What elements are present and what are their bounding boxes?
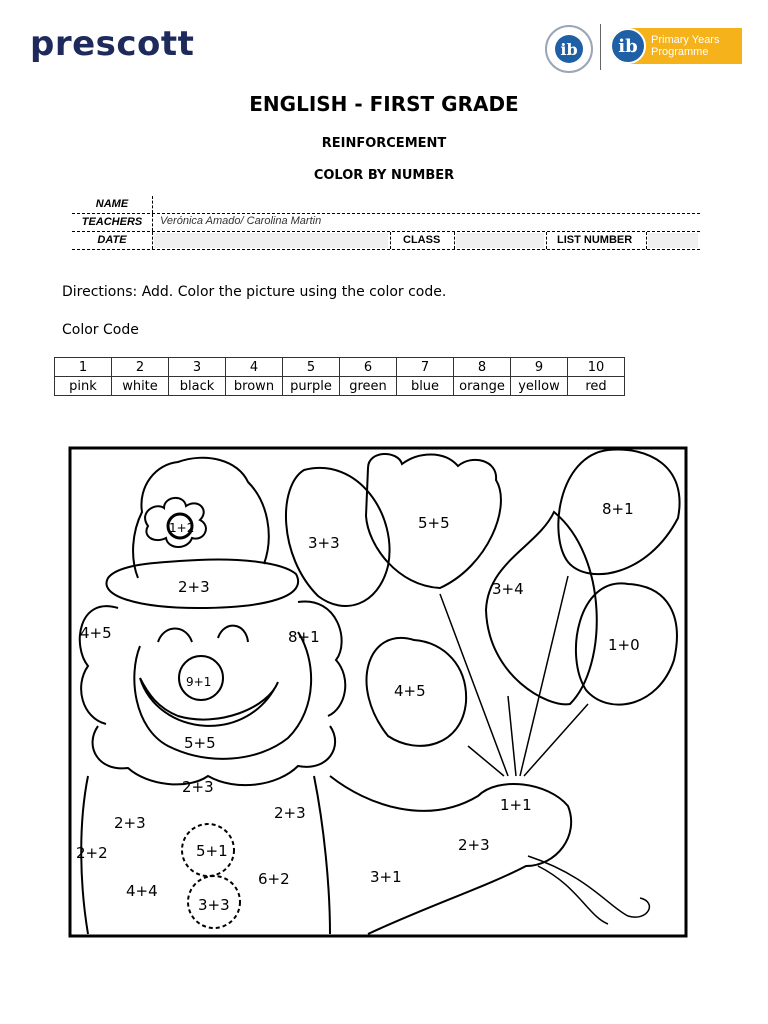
color-code-title: Color Code (62, 322, 139, 338)
list-divider-left (546, 232, 547, 249)
label-balloon-right: 1+0 (608, 636, 640, 654)
left-eye (158, 629, 192, 643)
prescott-logo: prescott (30, 24, 195, 64)
teachers-value: Verónica Amado/ Carolina Martin (160, 215, 322, 227)
code-color: purple (283, 377, 340, 396)
label-hand: 1+1 (500, 796, 532, 814)
pyp-line-1: Primary Years (651, 34, 720, 46)
name-divider (152, 196, 153, 213)
name-row (72, 196, 700, 214)
class-label: CLASS (403, 234, 441, 246)
teachers-divider (152, 214, 153, 231)
label-body-bottom-left: 4+4 (126, 882, 158, 900)
color-code-numbers-row (55, 358, 625, 377)
code-number: 7 (397, 358, 454, 377)
code-color: white (112, 377, 169, 396)
hair-right (298, 601, 345, 716)
clown-arm (330, 776, 571, 934)
label-balloon-bear: 5+5 (418, 514, 450, 532)
code-color: black (169, 377, 226, 396)
code-color: red (568, 377, 625, 396)
date-field[interactable] (154, 233, 388, 248)
code-color: orange (454, 377, 511, 396)
date-divider (152, 232, 153, 249)
class-field[interactable] (456, 233, 544, 248)
label-collar: 2+3 (182, 778, 214, 796)
pyp-line-2: Programme (651, 46, 709, 58)
label-collar-right: 2+3 (274, 804, 306, 822)
ib-world-school-seal (545, 25, 593, 73)
label-button-top: 5+1 (196, 842, 228, 860)
label-arm: 3+1 (370, 868, 402, 886)
picture-frame (70, 448, 686, 936)
code-color: blue (397, 377, 454, 396)
list-divider-right (646, 232, 647, 249)
label-balloon-3: 3+4 (492, 580, 524, 598)
code-number: 4 (226, 358, 283, 377)
logo-divider (600, 24, 601, 70)
label-hair-left: 4+5 (80, 624, 112, 642)
label-body-left: 2+2 (76, 844, 108, 862)
color-code-colors-row (55, 377, 625, 396)
label-collar-left: 2+3 (114, 814, 146, 832)
code-color: green (340, 377, 397, 396)
label-hair-right: 8+1 (288, 628, 320, 646)
code-number: 6 (340, 358, 397, 377)
page-title: ENGLISH - FIRST GRADE (249, 92, 519, 116)
code-number: 8 (454, 358, 511, 377)
pyp-badge (610, 28, 742, 64)
student-info-form (72, 196, 700, 250)
class-divider-left (390, 232, 391, 249)
list-number-label: LIST NUMBER (557, 234, 633, 246)
list-number-field[interactable] (648, 233, 698, 248)
body-right (314, 776, 330, 934)
face-outline (134, 632, 311, 759)
date-row (72, 232, 700, 250)
label-balloon-left: 4+5 (394, 682, 426, 700)
teachers-label: TEACHERS (81, 216, 143, 228)
code-number: 10 (568, 358, 625, 377)
color-code-table (54, 357, 625, 396)
code-color: pink (55, 377, 112, 396)
ib-seal-mark: ib (555, 35, 583, 63)
label-mouth: 5+5 (184, 734, 216, 752)
label-sleeve: 2+3 (458, 836, 490, 854)
subtitle-color-by-number: COLOR BY NUMBER (313, 168, 455, 183)
code-number: 1 (55, 358, 112, 377)
code-number: 5 (283, 358, 340, 377)
date-label: DATE (97, 234, 127, 246)
code-color: brown (226, 377, 283, 396)
curly-strings (528, 856, 649, 924)
pyp-ib-mark: ib (610, 28, 646, 64)
label-hat-brim: 2+3 (178, 578, 210, 596)
code-number: 2 (112, 358, 169, 377)
clown-coloring-picture (68, 446, 690, 940)
label-balloon-1: 3+3 (308, 534, 340, 552)
name-label: NAME (95, 198, 129, 210)
code-number: 9 (511, 358, 568, 377)
class-divider-right (454, 232, 455, 249)
label-flower: 1+2 (169, 521, 195, 535)
label-balloon-top-right: 8+1 (602, 500, 634, 518)
label-button-bottom: 3+3 (198, 896, 230, 914)
label-body-right: 6+2 (258, 870, 290, 888)
label-nose: 9+1 (186, 675, 212, 689)
code-number: 3 (169, 358, 226, 377)
teachers-row (72, 214, 700, 232)
pyp-text (651, 34, 719, 58)
directions-text: Directions: Add. Color the picture using the color code. (62, 284, 447, 300)
subtitle-reinforcement: REINFORCEMENT (321, 136, 447, 151)
right-eye (218, 626, 248, 642)
code-color: yellow (511, 377, 568, 396)
